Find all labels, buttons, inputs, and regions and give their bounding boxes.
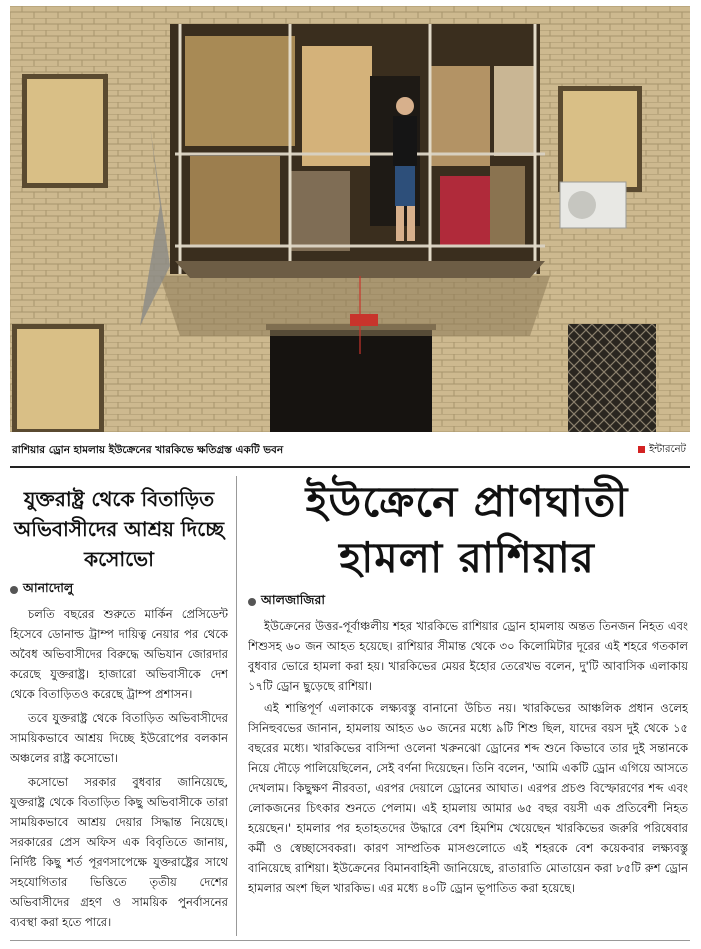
left-article-byline-text: আনাদোলু <box>23 580 74 595</box>
section-rule <box>10 466 690 468</box>
column-divider <box>236 476 237 936</box>
paragraph: ইউক্রেনের উত্তর-পূর্বাঞ্চলীয় শহর খারকিভে রাশিয়ার ড্রোন হামলায় অন্তত তিনজন নিহত এবং শিশুসহ ৬০ জন আহত হয়েছে। রাশিয়ার সীমান্ত থেকে ৩০ কিলোমিটার দূরের এই শহরে গতকাল বুধবার ভোরে হামলা করা হয়। খারকিভের মেয়র ইহোর তেরেখভ বলেন, দু'টি আবাসিক এলাকায় ১৭টি ড্রোন ছুড়েছে রাশিয়া। <box>248 619 688 693</box>
left-article-byline <box>10 580 228 600</box>
main-headline-line-2: হামলা রাশিয়ার <box>339 533 595 582</box>
bullet-icon <box>10 586 18 594</box>
paragraph: কসোভো সরকার বুধবার জানিয়েছে, যুক্তরাষ্ট্র থেকে বিতাড়িত কিছু অভিবাসীকে তারা সাময়িকভাবে আশ্রয় দেয়ার সিদ্ধান্ত নিয়েছে। সরকারের প্রেস অফিস এক বিবৃতিতে জানায়, নির্দিষ্ট কিছু শর্ত পূরণসাপেক্ষে যুক্তরাষ্ট্রের সাথে সহযোগিতার ভিত্তিতে তৃতীয় দেশের অভিবাসীদের গ্রহণ ও সাময়িক পুনর্বাসনের ব্যবস্থা করা হতে পারে। <box>10 775 228 929</box>
paragraph: চলতি বছরের শুরুতে মার্কিন প্রেসিডেন্ট হিসেবে ডোনাল্ড ট্রাম্প দায়িত্ব নেয়ার পর থেকে অবৈধ অভিবাসীদের বিরুদ্ধে অভিযান জোরদার করেছে যুক্তরাষ্ট্র। হাজারো অভিবাসীকে দেশ থেকে বিতাড়িতও করেছে ট্রাম্প প্রশাসন। <box>10 607 228 701</box>
left-article-headline: যুক্তরাষ্ট্র থেকে বিতাড়িত অভিবাসীদের আশ্রয় দিচ্ছে কসোভো <box>13 487 225 571</box>
main-headline-line-1: ইউক্রেনে প্রাণঘাতী <box>305 477 629 526</box>
photo-caption: রাশিয়ার ড্রোন হামলায় ইউক্রেনের খারকিভে ক্ষতিগ্রস্ত একটি ভবন <box>12 444 284 456</box>
bullet-icon <box>248 598 256 606</box>
main-article-headline <box>244 474 690 586</box>
left-article <box>10 476 228 936</box>
left-article-body <box>10 604 228 932</box>
bottom-rule <box>10 940 690 941</box>
main-article-byline <box>248 592 688 612</box>
photo-caption-bar <box>10 440 690 460</box>
paragraph: এই শান্তিপূর্ণ এলাকাকে লক্ষ্যবস্তু বানানো উচিত নয়। খারকিভের আঞ্চলিক প্রধান ওলেহ সিনিহুবভের জানান, হামলায় আহত ৬০ জনের মধ্যে ৯টি শিশু ছিল, যাদের বয়স দুই থেকে ১৫ বছরের মধ্যে। খারকিভের বাসিন্দা ওলেনা খরুনঝো ড্রোনের শব্দ শুনে কিভাবে তার দুই সন্তানকে নিয়ে দৌড়ে পালিয়েছিলেন, সেই বর্ণনা দিয়েছেন। তিনি বলেন, 'আমি একটি ড্রোন এগিয়ে আসতে দেখলাম। কিছুক্ষণ নীরবতা, এরপর দেয়ালে ড্রোনের আঘাত। এরপর প্রচণ্ড বিস্ফোরণের শব্দ এবং লোকজনের চিৎকার শুনতে পেলাম। এই হামলায় আমার ৬৫ বছর বয়সী এক প্রতিবেশী নিহত হয়েছেন।' হামলার পর হতাহতদের উদ্ধারে বেশ হিমশিম খেয়েছেন খারকিভের জরুরি পরিষেবার কর্মী ও স্বেচ্ছাসেবকরা। কারণ সাম্প্রতিক মাসগুলোতে এই শহরকে বেশ কয়েকবার লক্ষ্যবস্তু বানিয়েছে রাশিয়া। ইউক্রেনের বিমানবাহিনী জানিয়েছে, রাতারাতি মোতায়েন করা ৮৫টি রুশ ড্রোন হামলার অংশ ছিল খারকিভ। এর মধ্যে ৪০টি ড্রোন ভূপাতিত করা হয়েছে। <box>248 701 688 895</box>
photo-source-text: ইন্টারনেট <box>649 444 686 455</box>
photo-source <box>638 440 686 460</box>
source-marker-icon <box>638 446 645 453</box>
damaged-building-photo <box>10 6 690 432</box>
main-article <box>248 586 688 936</box>
main-article-body <box>248 616 688 898</box>
news-photo <box>10 6 690 432</box>
paragraph: তবে যুক্তরাষ্ট্র থেকে বিতাড়িত অভিবাসীদের সাময়িকভাবে আশ্রয় দিচ্ছে ইউরোপের বলকান অঞ্চলের রাষ্ট্র কসোভো। <box>10 711 228 765</box>
main-article-byline-text: আলজাজিরা <box>261 592 325 607</box>
